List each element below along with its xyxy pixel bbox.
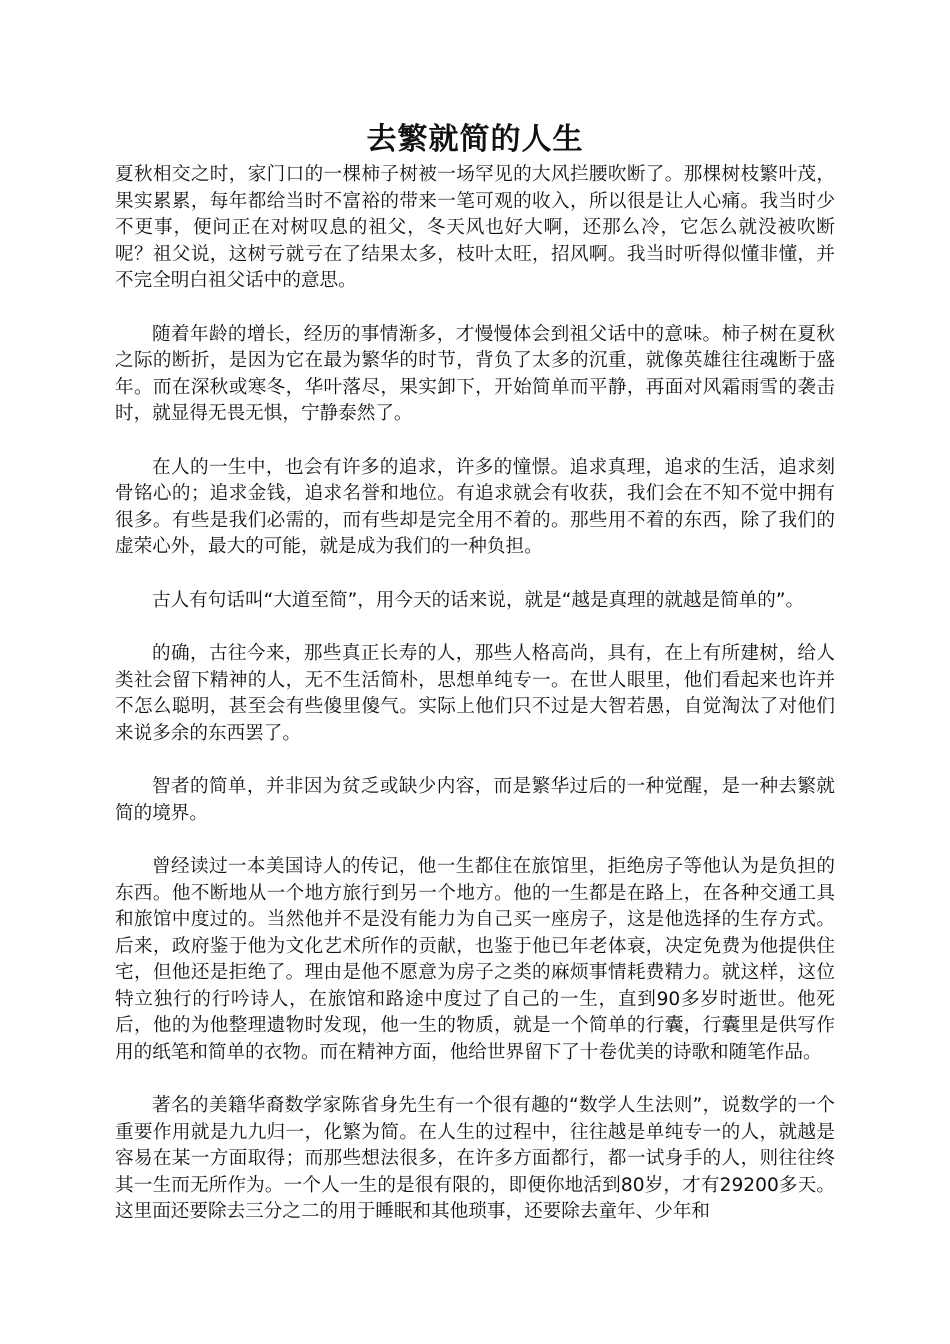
document-title: 去繁就简的人生 bbox=[366, 122, 584, 157]
paragraph-6: 智者的简单，并非因为贫乏或缺少内容，而是繁华过后的一种觉醒，是一种去繁就简的境界。 bbox=[115, 776, 835, 824]
paragraph-2: 随着年龄的增长，经历的事情渐多，才慢慢体会到祖父话中的意味。柿子树在夏秋之际的断折，是因为它在最为繁华的时节，背负了太多的沉重，就像英雄往往魂断于盛年。而在深秋或寒冬，华叶落尽，果实卸下，开始简单而平静，再面对风霜雨雪的袭击时，就显得无畏无惧，宁静泰然了。 bbox=[115, 323, 835, 424]
paragraph-1: 夏秋相交之时，家门口的一棵柿子树被一场罕见的大风拦腰吹断了。那棵树枝繁叶茂，果实累累，每年都给当时不富裕的带来一笔可观的收入，所以很是让人心痛。我当时少不更事，便问正在对树叹息的祖父，冬天风也好大啊，还那么冷，它怎么就没被吹断呢？祖父说，这树亏就亏在了结果太多，枝叶太旺，招风啊。我当时听得似懂非懂，并不完全明白祖父话中的意思。 bbox=[115, 164, 835, 291]
paragraph-8: 著名的美籍华裔数学家陈省身先生有一个很有趣的“数学人生法则”，说数学的一个重要作用就是九九归一，化繁为简。在人生的过程中，往往越是单纯专一的人，就越是容易在某一方面取得；而那些想法很多，在许多方面都行，都一试身手的人，则往往终其一生而无所作为。一个人一生的是很有限的，即便你地活到80岁，才有29200多天。这里面还要除去三分之二的用于睡眠和其他琐事，还要除去童年、少年和 bbox=[115, 1095, 835, 1222]
paragraph-7: 曾经读过一本美国诗人的传记，他一生都住在旅馆里，拒绝房子等他认为是负担的东西。他不断地从一个地方旅行到另一个地方。他的一生都是在路上，在各种交通工具和旅馆中度过的。当然他并不是没有能力为自己买一座房子，这是他选择的生存方式。后来，政府鉴于他为文化艺术所作的贡献，也鉴于他已年老体衰，决定免费为他提供住宅，但他还是拒绝了。理由是他不愿意为房子之类的麻烦事情耗费精力。就这样，这位特立独行的行吟诗人，在旅馆和路途中度过了自己的一生，直到90多岁时逝世。他死后，他的为他整理遗物时发现，他一生的物质，就是一个简单的行囊，行囊里是供写作用的纸笔和简单的衣物。而在精神方面，他给世界留下了十卷优美的诗歌和随笔作品。 bbox=[115, 856, 835, 1063]
paragraph-3: 在人的一生中，也会有许多的追求，许多的憧憬。追求真理，追求的生活，追求刻骨铭心的；追求金钱，追求名誉和地位。有追求就会有收获，我们会在不知不觉中拥有很多。有些是我们必需的，而有些却是完全用不着的。那些用不着的东西，除了我们的虚荣心外，最大的可能，就是成为我们的一种负担。 bbox=[115, 456, 835, 557]
paragraph-5: 的确，古往今来，那些真正长寿的人，那些人格高尚，具有，在上有所建树，给人类社会留下精神的人，无不生活简朴，思想单纯专一。在世人眼里，他们看起来也许并不怎么聪明，甚至会有些傻里傻气。实际上他们只不过是大智若愚，自觉淘汰了对他们来说多余的东西罢了。 bbox=[115, 643, 835, 744]
document-page bbox=[115, 118, 835, 1226]
paragraph-4: 古人有句话叫“大道至简”，用今天的话来说，就是“越是真理的就越是简单的”。 bbox=[152, 589, 805, 611]
